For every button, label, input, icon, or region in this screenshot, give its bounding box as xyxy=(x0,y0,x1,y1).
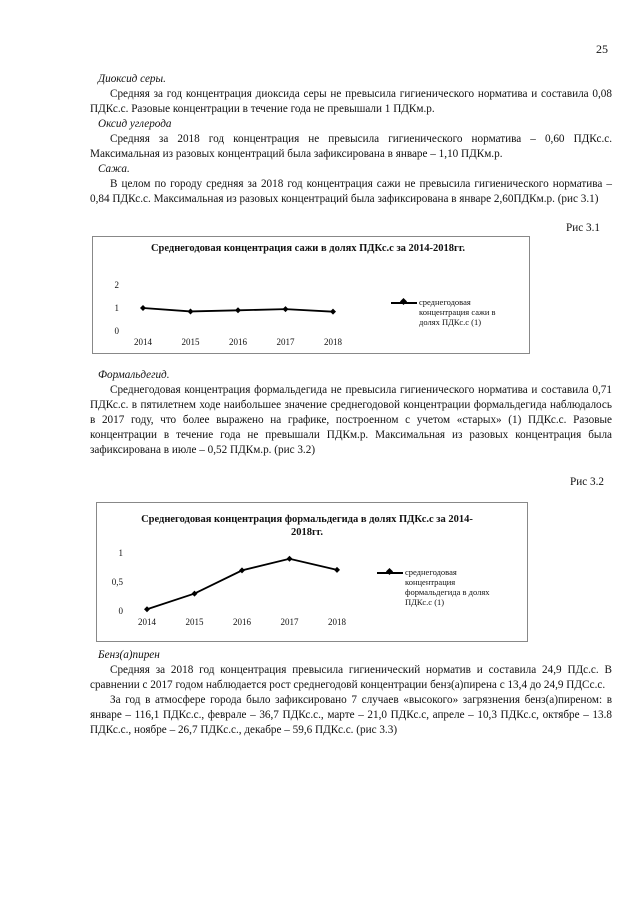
para-sulfur-dioxide: Средняя за год концентрация диоксида серы не превысила гигиенического норматива и составила 0,08 ПДКс.с. Разовые концентрации в течение года не превышали 1 ПДКм.р. xyxy=(90,88,612,115)
heading-carbon-monoxide: Оксид углерода xyxy=(98,118,172,130)
chart-formaldehyde-plot xyxy=(103,547,363,629)
legend-line-marker xyxy=(391,302,417,304)
data-point xyxy=(283,306,289,312)
heading-formaldehyde: Формальдегид. xyxy=(98,369,170,381)
para-formaldehyde: Среднегодовая концентрация формальдегида не превысила гигиенического норматива и составила 0,71 ПДКс.с. в пятилетнем ходе наибольшее значение среднегодовой концентрации формальдегида наблюдалось в 2017 году, что более выражено на графике, построенном с учетом «старых» (1) ПДКс.с. Разовые концентрации в течение года не превышали ПДКм.р. Максимальная из разовых концентрация была зафиксирована в июле – 0,52 ПДКм.р. (рис 3.2) xyxy=(90,384,612,456)
figure-caption-3-1: Рис 3.1 xyxy=(566,222,600,234)
x-tick-label: 2018 xyxy=(324,337,342,347)
y-tick-label: 0 xyxy=(118,606,123,616)
para-carbon-monoxide: Средняя за 2018 год концентрация не превысила гигиенического норматива – 0,60 ПДКс.с. Максимальная из разовых концентраций была зафиксирована в январе – 1,10 ПДКм.р. xyxy=(90,133,612,160)
data-point xyxy=(188,308,194,314)
x-tick-label: 2018 xyxy=(328,617,346,627)
para-soot: В целом по городу средняя за 2018 год концентрация сажи не превысила гигиенического норматива – 0,84 ПДКс.с. Максимальная из разовых концентраций была зафиксирована в январе 2,60ПДКм.р. (рис 3.1) xyxy=(90,178,612,205)
legend-line-marker xyxy=(377,572,403,574)
data-point xyxy=(140,305,146,311)
data-point xyxy=(239,567,245,573)
chart-formaldehyde-legend xyxy=(377,567,497,607)
section-formaldehyde xyxy=(90,368,612,458)
data-point xyxy=(287,556,293,562)
legend-label: среднегодовая концентрация формальдегида в долях ПДКс.с (1) xyxy=(405,567,490,607)
legend-label: среднегодовая концентрация сажи в долях ПДКс.с (1) xyxy=(419,297,496,327)
section-sulfur-dioxide xyxy=(90,72,612,207)
para-benzopyrene-2: За год в атмосфере города было зафиксировано 7 случаев «высокого» загрязнения бенз(а)пиреном: в январе – 116,1 ПДКс.с., феврале – 36,7 ПДКс.с., марте – 21,0 ПДКс.с, апреле – 10,3 ПДКс.с, октябре – 13.8 ПДКс.с., ноябре – 26,7 ПДКс.с., декабре – 59,6 ПДКс.с. (рис 3.3) xyxy=(90,694,612,736)
chart-soot-plot xyxy=(99,279,359,349)
chart-formaldehyde-title: Среднегодовая концентрация формальдегида в долях ПДКс.с за 2014-2018гг. xyxy=(141,514,473,538)
heading-soot: Сажа. xyxy=(98,163,130,175)
y-tick-label: 0 xyxy=(114,326,119,336)
data-point xyxy=(144,606,150,612)
chart-soot-legend xyxy=(391,297,511,327)
figure-caption-3-2: Рис 3.2 xyxy=(570,476,604,488)
chart-soot-title: Среднегодовая концентрация сажи в долях ПДКс.с за 2014-2018гг. xyxy=(150,243,466,254)
y-tick-label: 1 xyxy=(118,548,123,558)
x-tick-label: 2015 xyxy=(185,617,204,627)
heading-sulfur-dioxide: Диоксид серы. xyxy=(98,73,166,85)
data-point xyxy=(330,309,336,315)
x-tick-label: 2017 xyxy=(280,617,299,627)
y-tick-label: 0,5 xyxy=(111,577,123,587)
x-tick-label: 2014 xyxy=(134,337,152,347)
x-tick-label: 2016 xyxy=(233,617,251,627)
x-tick-label: 2017 xyxy=(276,337,295,347)
data-point xyxy=(334,567,340,573)
series-line xyxy=(147,559,337,609)
chart-soot xyxy=(92,236,530,354)
x-tick-label: 2015 xyxy=(181,337,200,347)
x-tick-label: 2016 xyxy=(229,337,247,347)
y-tick-label: 2 xyxy=(114,280,119,290)
page-number: 25 xyxy=(596,42,608,56)
chart-formaldehyde xyxy=(96,502,528,642)
data-point xyxy=(192,591,198,597)
data-point xyxy=(235,307,241,313)
x-tick-label: 2014 xyxy=(138,617,156,627)
y-tick-label: 1 xyxy=(114,303,119,313)
para-benzopyrene-1: Средняя за 2018 год концентрация превысила гигиенический норматив и составила 24,9 ПДс.с. В сравнении с 2017 годом наблюдается рост среднегодовй концентрации бенз(а)пирена с 13,4 до 24,9 ПДСс.с. xyxy=(90,664,612,691)
section-benzopyrene xyxy=(90,648,612,738)
heading-benzopyrene: Бенз(а)пирен xyxy=(98,649,160,661)
